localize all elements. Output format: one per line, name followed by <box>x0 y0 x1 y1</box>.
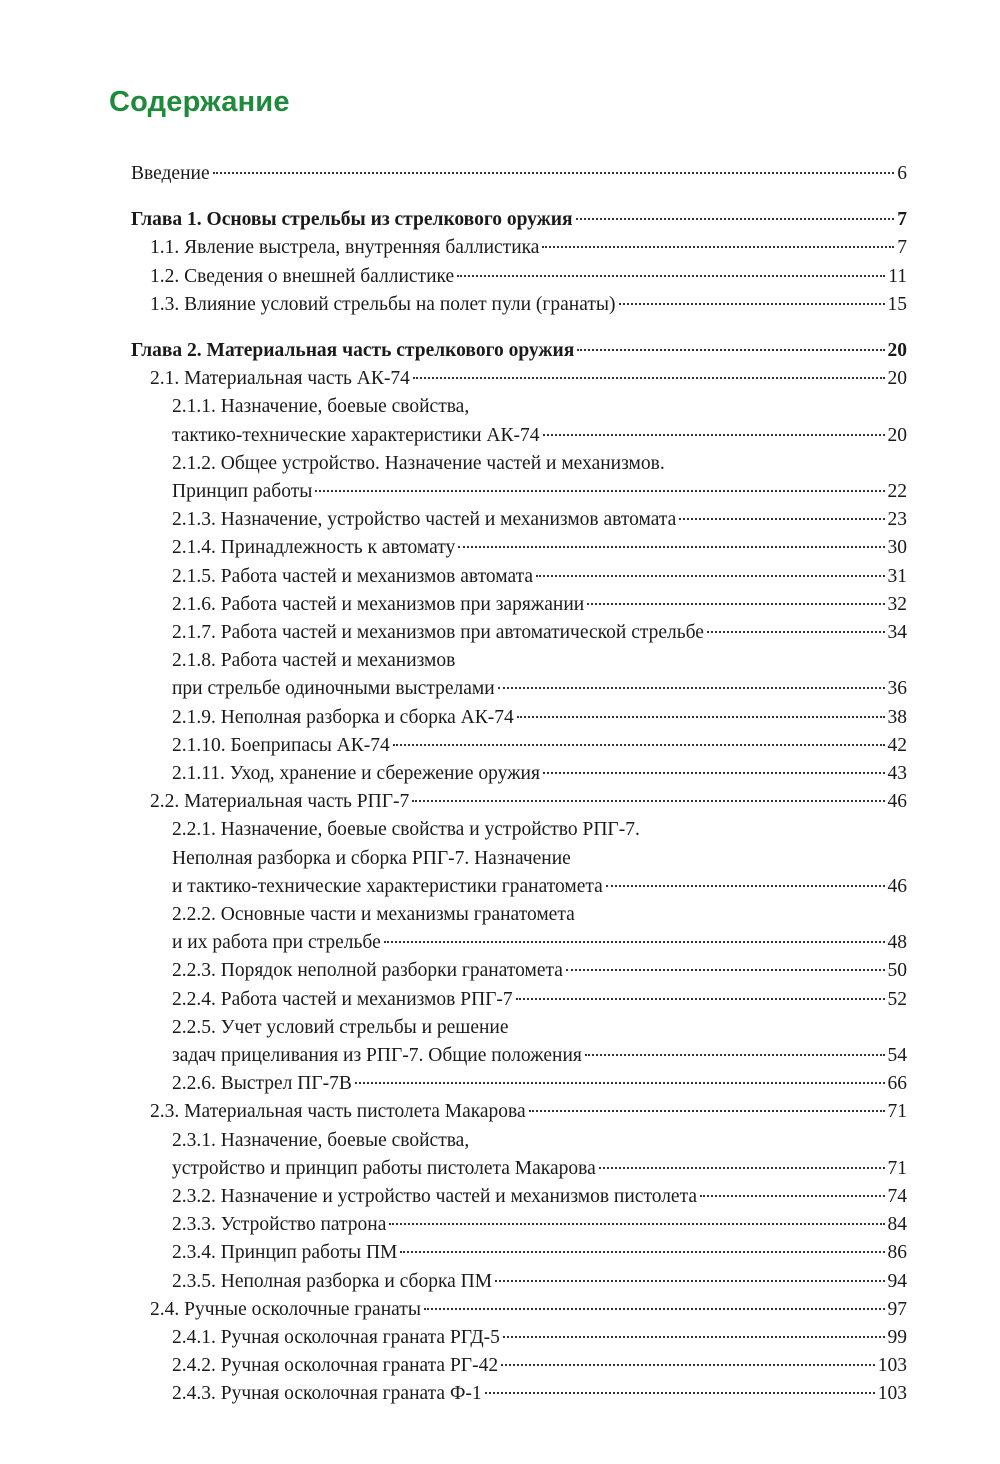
toc-page-number: 50 <box>887 960 907 982</box>
toc-page-number: 99 <box>887 1327 907 1348</box>
toc-entry-title: задач прицеливания из РПГ-7. Общие положения <box>172 1045 582 1066</box>
dot-leader <box>400 1251 884 1253</box>
dot-leader <box>315 490 884 492</box>
toc-entry[interactable] <box>172 873 907 901</box>
toc-page-number: 30 <box>887 537 907 559</box>
toc-entry-title: 2.1.6. Работа частей и механизмов при заряжании <box>172 593 585 615</box>
toc-entry-title: при стрельбе одиночными выстрелами <box>172 678 495 700</box>
toc-page-number: 46 <box>887 875 907 897</box>
toc-page-number: 11 <box>888 265 907 287</box>
toc-page-number: 22 <box>887 481 907 502</box>
toc-entry-title: Глава 1. Основы стрельбы из стрелкового оружия <box>131 209 573 231</box>
toc-entry-title: 2.3.4. Принцип работы ПМ <box>172 1242 398 1264</box>
toc-entry[interactable] <box>172 1211 907 1239</box>
toc-entry[interactable] <box>172 1268 907 1296</box>
toc-entry-title: 1.3. Влияние условий стрельбы на полет пули (гранаты) <box>150 293 616 315</box>
toc-entry-line: 2.2.5. Учет условий стрельбы и решение <box>172 1016 509 1038</box>
toc-page-number: 97 <box>887 1298 907 1320</box>
toc-entry[interactable] <box>150 1296 907 1324</box>
dot-leader <box>412 800 884 802</box>
toc-entry[interactable] <box>172 1239 907 1267</box>
toc-entry-title: 2.3.5. Неполная разборка и сборка ПМ <box>172 1270 493 1292</box>
toc-entry[interactable] <box>172 675 907 703</box>
toc-page-number: 31 <box>887 565 907 587</box>
dot-leader <box>384 941 885 943</box>
dot-leader <box>457 275 885 277</box>
dot-leader <box>413 377 885 379</box>
dot-leader <box>517 716 885 718</box>
toc-entry-title: 2.1.3. Назначение, устройство частей и механизмов автомата <box>172 509 677 531</box>
dot-leader <box>516 998 885 1000</box>
toc-entry-title: 1.1. Явление выстрела, внутренняя баллистика <box>150 237 540 259</box>
dot-leader <box>619 303 885 305</box>
toc-page-number: 38 <box>887 706 907 728</box>
toc-entry-title: 2.2.6. Выстрел ПГ-7В <box>172 1073 352 1095</box>
dot-leader <box>587 603 884 605</box>
toc-entry[interactable] <box>172 506 907 534</box>
toc-page-number: 20 <box>887 368 907 390</box>
toc-entry-line: 2.2.2. Основные части и механизмы гранатомета <box>172 904 575 925</box>
toc-entry[interactable] <box>172 619 907 647</box>
toc-entry-line: 2.2.1. Назначение, боевые свойства и устройство РПГ-7. <box>172 819 640 841</box>
dot-leader <box>485 1392 875 1394</box>
toc-page-number: 103 <box>877 1355 907 1377</box>
toc-entry-title: Принцип работы <box>172 481 313 502</box>
toc-page-number: 71 <box>887 1101 907 1123</box>
toc-entry-title: 2.1.5. Работа частей и механизмов автомата <box>172 565 534 587</box>
toc-entry[interactable] <box>172 929 907 957</box>
toc-page-number: 6 <box>897 163 907 184</box>
toc-entry[interactable] <box>172 732 907 760</box>
toc-entry[interactable] <box>172 563 907 591</box>
toc-page-number: 86 <box>887 1242 907 1264</box>
toc-entry-title: 2.1. Материальная часть АК-74 <box>150 368 410 390</box>
dot-leader <box>498 687 885 689</box>
dot-leader <box>389 1223 884 1225</box>
toc-page-number: 43 <box>887 763 907 784</box>
toc-page-number: 74 <box>887 1186 907 1207</box>
dot-leader <box>707 631 885 633</box>
toc-entry-line: 2.1.1. Назначение, боевые свойства, <box>172 396 470 418</box>
toc-entry[interactable] <box>172 704 907 732</box>
toc-page-number: 36 <box>887 678 907 700</box>
toc-chapter[interactable] <box>131 206 907 234</box>
toc-entry-title: 2.1.7. Работа частей и механизмов при автоматической стрельбе <box>172 622 704 643</box>
toc-entry[interactable] <box>150 788 907 816</box>
dot-leader <box>700 1195 884 1197</box>
toc-entry-line: 2.1.8. Работа частей и механизмов <box>172 650 456 672</box>
toc-entry[interactable] <box>172 1352 907 1380</box>
toc-page-number: 20 <box>887 340 907 361</box>
dot-leader <box>543 772 885 774</box>
toc-entry[interactable] <box>150 365 907 393</box>
page-title: Содержание <box>109 86 290 118</box>
toc-page-number: 84 <box>887 1214 907 1236</box>
toc-page-number: 32 <box>887 593 907 615</box>
dot-leader <box>577 349 884 351</box>
toc-page-number: 52 <box>887 988 907 1010</box>
toc-entry-line: 2.1.2. Общее устройство. Назначение частей и механизмов. <box>172 452 665 474</box>
toc-page-number: 48 <box>887 932 907 954</box>
toc-entry[interactable] <box>172 478 907 506</box>
toc-entry[interactable] <box>172 1324 907 1352</box>
toc-entry-title: 2.1.10. Боеприпасы АК-74 <box>172 734 390 756</box>
dot-leader <box>424 1308 885 1310</box>
toc-entry-title: 2.3.2. Назначение и устройство частей и механизмов пистолета <box>172 1186 698 1207</box>
toc-entry-title: Введение <box>131 163 210 184</box>
dot-leader <box>495 1280 884 1282</box>
toc-entry-title: и их работа при стрельбе <box>172 932 381 954</box>
toc-entry[interactable] <box>150 263 907 291</box>
toc-entry-title: тактико-технические характеристики АК-74 <box>172 424 540 446</box>
dot-leader <box>501 1364 875 1366</box>
dot-leader <box>599 1167 885 1169</box>
toc-page-number: 46 <box>887 791 907 813</box>
toc-page-number: 20 <box>887 424 907 446</box>
dot-leader <box>585 1054 885 1056</box>
toc-entry-title: 2.2.4. Работа частей и механизмов РПГ-7 <box>172 988 513 1010</box>
toc-entry-line: Неполная разборка и сборка РПГ-7. Назначение <box>172 847 571 869</box>
dot-leader <box>529 1110 885 1112</box>
toc-entry-line: 2.3.1. Назначение, боевые свойства, <box>172 1129 470 1151</box>
toc-entry-title: 2.1.9. Неполная разборка и сборка АК-74 <box>172 706 514 728</box>
toc-page-number: 23 <box>887 509 907 531</box>
dot-leader <box>393 744 885 746</box>
toc-entry-title: 2.4. Ручные осколочные гранаты <box>150 1298 421 1320</box>
toc-entry[interactable] <box>131 160 907 188</box>
toc-page-number: 15 <box>887 293 907 315</box>
dot-leader <box>679 518 884 520</box>
toc-entry[interactable] <box>172 760 907 788</box>
toc-page-number: 54 <box>887 1045 907 1066</box>
toc-entry-title: устройство и принцип работы пистолета Макарова <box>172 1157 596 1179</box>
toc-entry[interactable] <box>150 291 907 319</box>
dot-leader <box>458 546 884 548</box>
toc-entry[interactable] <box>150 1098 907 1126</box>
toc-entry[interactable] <box>172 986 907 1014</box>
toc-page-number: 7 <box>897 237 907 259</box>
dot-leader <box>536 575 884 577</box>
toc-page-number: 42 <box>887 734 907 756</box>
dot-leader <box>213 172 895 174</box>
toc-chapter[interactable] <box>131 337 907 365</box>
toc-entry-title: Глава 2. Материальная часть стрелкового оружия <box>131 340 575 361</box>
dot-leader <box>566 969 885 971</box>
toc-page-number: 103 <box>877 1383 907 1405</box>
toc-entry[interactable] <box>172 422 907 450</box>
dot-leader <box>576 218 895 220</box>
toc-page-number: 34 <box>887 622 907 643</box>
toc-page-number: 7 <box>897 209 907 231</box>
toc-entry[interactable] <box>172 1183 907 1211</box>
toc-entry-title: и тактико-технические характеристики гранатомета <box>172 875 603 897</box>
toc-entry[interactable] <box>150 234 907 262</box>
toc-entry-title: 2.2. Материальная часть РПГ-7 <box>150 791 410 813</box>
toc-entry-title: 2.1.11. Уход, хранение и сбережение оружия <box>172 763 540 784</box>
toc-entry[interactable] <box>172 1042 907 1070</box>
toc-page-number: 66 <box>887 1073 907 1095</box>
toc-entry[interactable] <box>172 1380 907 1408</box>
toc-entry-title: 2.4.2. Ручная осколочная граната РГ-42 <box>172 1355 499 1377</box>
toc-entry[interactable] <box>172 1070 907 1098</box>
toc-entry[interactable] <box>172 1155 907 1183</box>
dot-leader <box>503 1336 885 1338</box>
dot-leader <box>606 885 885 887</box>
toc-entry-title: 1.2. Сведения о внешней баллистике <box>150 265 455 287</box>
toc-page-number: 94 <box>887 1270 907 1292</box>
toc-entry[interactable] <box>172 957 907 985</box>
toc-entry-title: 2.3.3. Устройство патрона <box>172 1214 387 1236</box>
toc-entry-title: 2.4.3. Ручная осколочная граната Ф-1 <box>172 1383 482 1405</box>
toc-entry-title: 2.3. Материальная часть пистолета Макарова <box>150 1101 526 1123</box>
dot-leader <box>543 434 885 436</box>
toc-entry[interactable] <box>172 591 907 619</box>
toc-entry-title: 2.1.4. Принадлежность к автомату <box>172 537 456 559</box>
toc-entry[interactable] <box>172 534 907 562</box>
toc-page-number: 71 <box>887 1157 907 1179</box>
toc-entry-title: 2.4.1. Ручная осколочная граната РГД-5 <box>172 1327 500 1348</box>
dot-leader <box>355 1082 885 1084</box>
dot-leader <box>542 246 894 248</box>
toc-entry-title: 2.2.3. Порядок неполной разборки гранатомета <box>172 960 563 982</box>
